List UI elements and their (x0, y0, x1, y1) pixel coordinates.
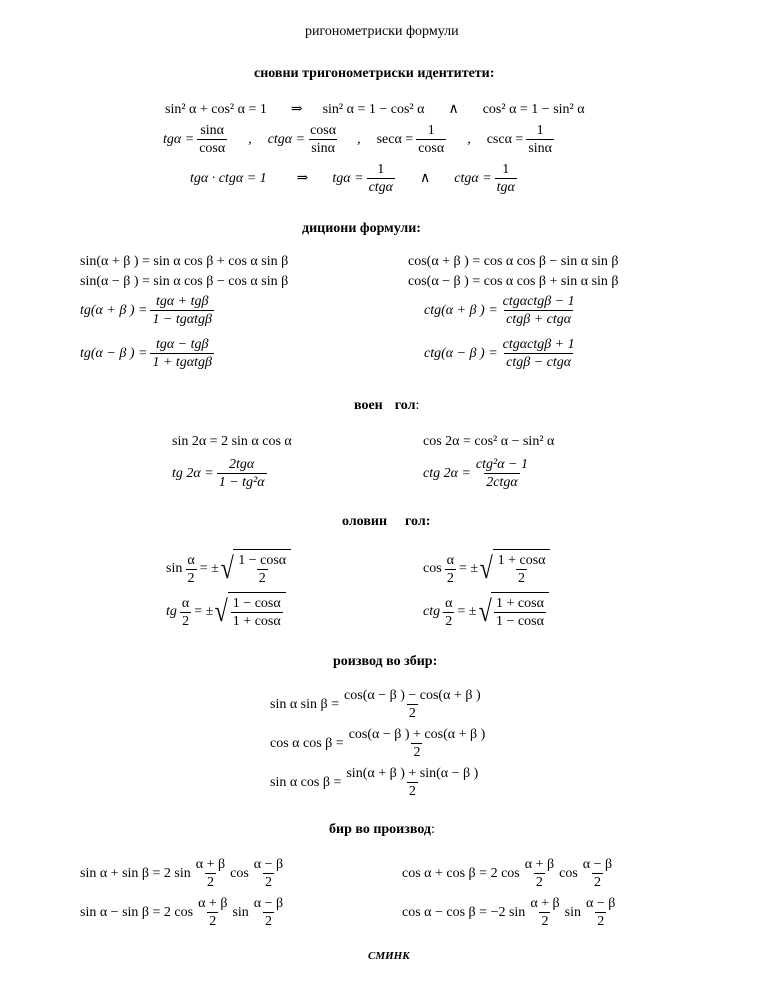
fraction (581, 856, 614, 891)
numerator: α − β (253, 896, 284, 911)
product-formula-3 (270, 765, 483, 800)
basic-line-3 (190, 161, 520, 196)
denominator: 1 + cosα (232, 614, 281, 629)
fraction (252, 895, 285, 930)
lhs: ctg(α − β ) = (424, 345, 498, 361)
sec-label: secα = (376, 131, 414, 147)
implies-symbol: ⇒ (296, 171, 309, 186)
fraction (416, 122, 446, 157)
tg-sum-formula (80, 293, 217, 328)
separator: , (357, 131, 361, 147)
lhs: sin α + sin β = 2 sin (80, 865, 191, 881)
heading-basic: сновни тригонометриски идентитети: (254, 66, 495, 81)
numerator: ctgαctgβ + 1 (502, 337, 575, 352)
numerator: ctgαctgβ − 1 (502, 294, 575, 309)
denominator: 2 (446, 570, 454, 586)
heading-product: роизвод во збир: (333, 654, 438, 669)
lhs: cos α − cos β = −2 sin (402, 904, 526, 920)
heading-part: гол: (405, 514, 431, 529)
sum-formula-1 (80, 856, 288, 891)
lhs: sin α cos β = (270, 774, 342, 790)
denominator: ctgβ − ctgα (506, 355, 572, 370)
fraction (494, 595, 546, 630)
denominator: 2 (264, 914, 272, 929)
denominator: 2 (541, 914, 549, 929)
numerator: cosα (310, 123, 337, 138)
numerator: 2tgα (229, 457, 255, 472)
tg-label: tgα = (163, 131, 195, 147)
denominator: 2 (413, 745, 421, 760)
fraction (474, 456, 530, 491)
footer-label: СМИНК (368, 950, 410, 962)
formula: cos 2α = cos² α − sin² α (423, 434, 555, 449)
equals-pm: = ± (194, 604, 214, 619)
formula: tgα · ctgα = 1 (190, 170, 267, 186)
product-formula-1 (270, 687, 486, 722)
formula: sin(α − β ) = sin α cos β − cos α sin β (80, 274, 289, 289)
denominator: 2 (593, 875, 601, 890)
fraction (150, 336, 214, 371)
trig-function: sin (232, 904, 249, 920)
numerator: 1 (377, 162, 385, 177)
heading-colon: : (431, 822, 435, 837)
fraction (445, 552, 456, 587)
square-root (213, 592, 285, 632)
square-root (477, 592, 549, 632)
fraction (236, 552, 288, 587)
tg-double-formula (172, 456, 270, 491)
denominator: 2 (182, 613, 190, 629)
denominator: 2 (408, 784, 416, 799)
radical-sign-icon: √ (220, 552, 234, 585)
lhs: ctg 2α = (423, 465, 471, 481)
numerator: 1 (536, 123, 544, 138)
fraction (185, 552, 196, 587)
numerator: cos(α − β ) − cos(α + β ) (344, 688, 481, 703)
square-root (219, 549, 291, 589)
ctg-label: ctgα = (267, 131, 306, 147)
fraction (443, 595, 454, 630)
formula: sin² α + cos² α = 1 (165, 101, 267, 117)
fraction (526, 122, 554, 157)
denominator: 1 − cosα (496, 614, 544, 629)
numerator: α + β (524, 857, 555, 872)
numerator: 1 + cosα (497, 553, 546, 568)
heading-sum (329, 822, 435, 838)
denominator: sinα (311, 141, 335, 156)
fraction (495, 161, 517, 196)
equals-pm: = ± (459, 561, 479, 576)
fraction (528, 895, 561, 930)
trig-function: sin (564, 904, 582, 920)
separator: , (248, 131, 252, 147)
fraction (180, 595, 191, 630)
sin-half-formula (166, 549, 291, 589)
heading-part: оловин (342, 514, 388, 529)
fraction (194, 856, 227, 891)
numerator: α + β (530, 896, 560, 911)
denominator: cosα (418, 141, 445, 156)
formula: cos² α = 1 − sin² α (482, 101, 585, 117)
numerator: sinα (200, 123, 225, 138)
numerator: α (187, 552, 195, 568)
basic-line-1 (165, 101, 585, 118)
numerator: 1 (427, 123, 435, 138)
fraction (197, 122, 227, 157)
denominator: 2 (408, 706, 416, 721)
denominator: 1 + tgαtgβ (152, 355, 212, 370)
lhs: sin α sin β = (270, 696, 340, 712)
numerator: α − β (253, 857, 284, 872)
numerator: 1 (502, 162, 510, 177)
heading-half (342, 514, 430, 530)
fraction (523, 856, 556, 891)
denominator: 2 (535, 875, 543, 890)
denominator: 1 − tg²α (218, 475, 265, 490)
formula: tgα = (332, 170, 364, 186)
product-formula-2 (270, 726, 490, 761)
lhs: ctg (423, 604, 441, 619)
denominator: 2ctgα (486, 475, 518, 490)
csc-label: cscα = (486, 131, 524, 147)
formula: sin(α + β ) = sin α cos β + cos α sin β (80, 254, 289, 269)
lhs: ctg(α + β ) = (424, 302, 498, 318)
denominator: 2 (209, 914, 217, 929)
formula: cos(α + β ) = cos α cos β − sin α sin β (408, 254, 619, 269)
formula: cos(α − β ) = cos α cos β + sin α sin β (408, 274, 619, 289)
lhs: cos (423, 561, 442, 576)
fraction (344, 765, 480, 800)
denominator: 2 (187, 570, 195, 586)
numerator: α + β (195, 857, 226, 872)
ctg-sum-formula (424, 293, 580, 328)
square-root (478, 549, 550, 589)
equals-pm: = ± (199, 561, 219, 576)
denominator: ctgβ + ctgα (506, 312, 572, 327)
fraction (501, 336, 577, 371)
lhs: tg (166, 604, 177, 619)
denominator: 2 (264, 875, 272, 890)
numerator: α − β (582, 857, 613, 872)
numerator: 1 − cosα (238, 553, 287, 568)
denominator: cosα (199, 141, 226, 156)
radical-sign-icon: √ (478, 595, 492, 628)
fraction (150, 293, 214, 328)
tg-half-formula (166, 592, 286, 632)
formula: sin 2α = 2 sin α cos α (172, 434, 292, 449)
numerator: tgα + tgβ (155, 294, 209, 309)
numerator: 1 + cosα (496, 596, 544, 611)
numerator: ctg²α − 1 (475, 457, 529, 472)
page-title: ригонометриски формули (305, 24, 459, 39)
sum-formula-4 (402, 895, 620, 930)
fraction (584, 895, 617, 930)
fraction (217, 456, 267, 491)
denominator: 1 − tgαtgβ (152, 312, 212, 327)
denominator: sinα (528, 141, 552, 156)
formula: ctgα = (454, 170, 492, 186)
numerator: α (445, 595, 453, 611)
radical-sign-icon: √ (479, 552, 493, 585)
fraction (501, 293, 577, 328)
fraction (231, 595, 283, 630)
numerator: α (181, 595, 190, 611)
denominator: 2 (597, 914, 605, 929)
numerator: α (446, 552, 455, 568)
formula: sin² α = 1 − cos² α (322, 101, 425, 117)
lhs: tg(α + β ) = (80, 302, 148, 318)
tg-diff-formula (80, 336, 217, 371)
lhs: tg 2α = (172, 465, 214, 481)
lhs: cos α cos β = (270, 735, 344, 751)
lhs: sin α − sin β = 2 cos (80, 904, 194, 920)
denominator: tgα (496, 180, 515, 195)
equals-pm: = ± (457, 604, 477, 619)
numerator: α − β (586, 896, 616, 911)
sum-formula-3 (402, 856, 617, 891)
lhs: cos α + cos β = 2 cos (402, 865, 520, 881)
heading-double (354, 398, 419, 414)
lhs: tg(α − β ) = (80, 345, 148, 361)
heading-part: воен (354, 398, 383, 413)
and-symbol: ∧ (420, 171, 431, 186)
ctg-diff-formula (424, 336, 580, 371)
implies-symbol: ⇒ (290, 102, 303, 117)
separator: , (467, 131, 471, 147)
numerator: tgα − tgβ (155, 337, 209, 352)
sum-formula-2 (80, 895, 288, 930)
trig-function: cos (559, 865, 578, 881)
trig-function: cos (230, 865, 249, 881)
fraction (347, 726, 488, 761)
denominator: ctgα (368, 180, 394, 195)
heading-part: гол (394, 398, 416, 413)
fraction (196, 895, 229, 930)
fraction (342, 687, 483, 722)
fraction (496, 552, 548, 587)
ctg-double-formula (423, 456, 533, 491)
cos-half-formula (423, 549, 550, 589)
numerator: sin(α + β ) + sin(α − β ) (346, 766, 479, 781)
denominator: 2 (206, 875, 214, 890)
ctg-half-formula (423, 592, 549, 632)
denominator: 2 (258, 571, 266, 586)
lhs: sin (166, 561, 183, 576)
basic-line-2 (163, 122, 557, 157)
numerator: α + β (198, 896, 228, 911)
fraction (367, 161, 395, 196)
heading-colon: : (415, 398, 420, 413)
numerator: 1 − cosα (232, 596, 281, 611)
fraction (252, 856, 285, 891)
numerator: cos(α − β ) + cos(α + β ) (348, 727, 486, 742)
heading-addition: дициони формули: (302, 221, 421, 236)
fraction (308, 122, 338, 157)
denominator: 2 (518, 571, 526, 586)
denominator: 2 (445, 613, 453, 629)
radical-sign-icon: √ (214, 595, 229, 628)
heading-part: бир во производ (329, 822, 432, 837)
and-symbol: ∧ (448, 102, 459, 117)
